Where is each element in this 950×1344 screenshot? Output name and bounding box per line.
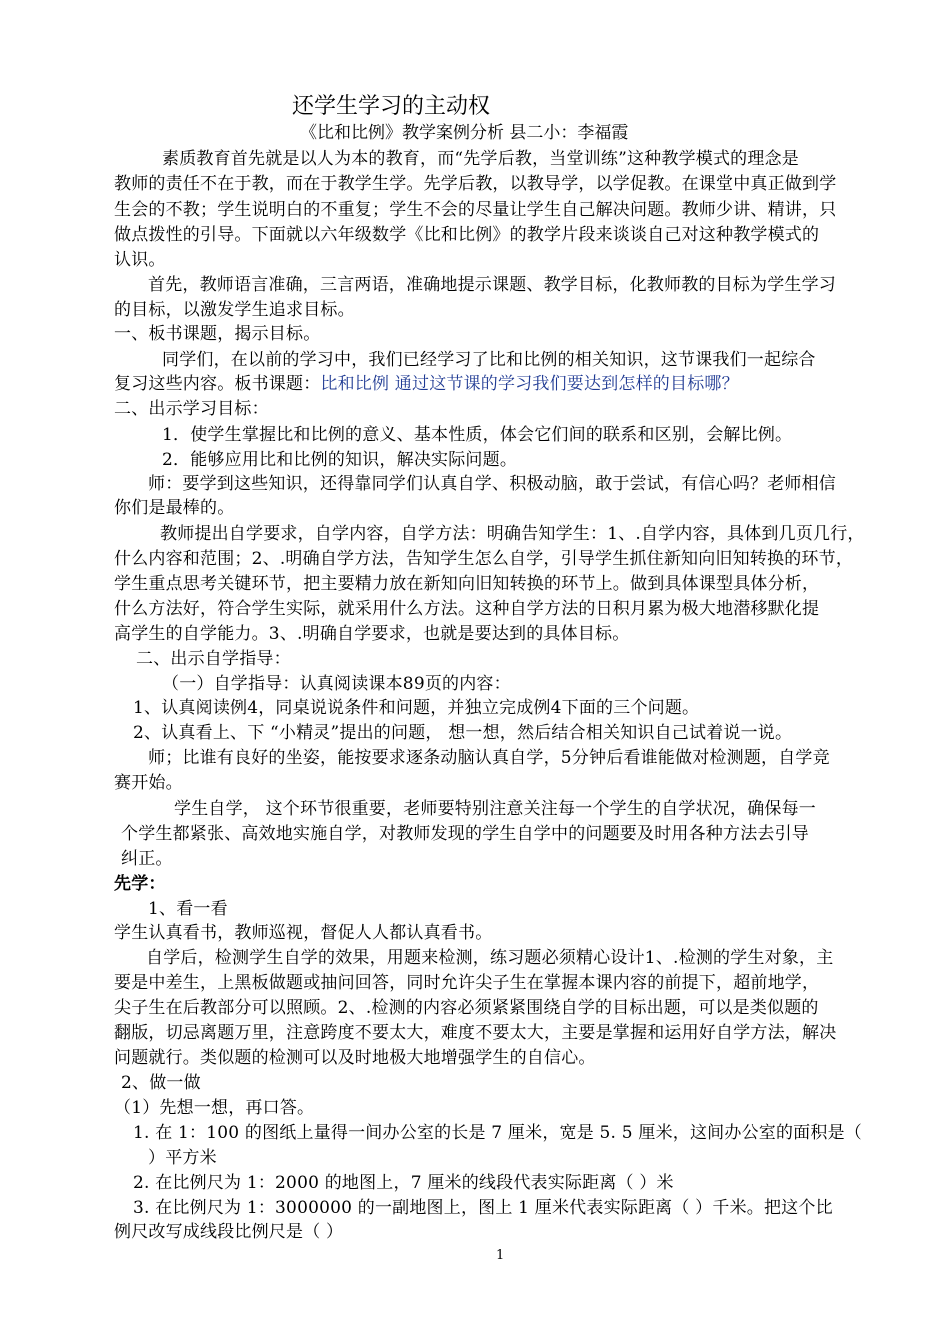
paragraph-line: 做点拨性的引导。下面就以六年级数学《比和比例》的教学片段来谈谈自己对这种教学模式的: [114, 225, 820, 245]
paragraph-line: 师；比谁有良好的坐姿，能按要求逐条动脑认真自学，5分钟后看谁能做对检测题，自学竞: [148, 748, 830, 768]
page-number: 1: [496, 1248, 505, 1263]
paragraph-line: 高学生的自学能力。3、.明确自学要求，也就是要达到的具体目标。: [114, 624, 630, 644]
section-heading: 2、做一做: [121, 1073, 201, 1093]
paragraph-line: 什么内容和范围；2、.明确自学方法，告知学生怎么自学，引导学生抓住新知向旧知转换的环节，: [114, 549, 854, 569]
list-item: 2、认真看上、下 “小精灵”提出的问题， 想一想，然后结合相关知识自己试着说一说。: [133, 723, 793, 743]
section-heading: 一、板书课题，揭示目标。: [114, 324, 321, 344]
document-title: 还学生学习的主动权: [292, 94, 491, 119]
paragraph-line: 生会的不教；学生说明白的不重复；学生不会的尽量让学生自己解决问题。教师少讲、精讲，只: [114, 200, 837, 220]
paragraph-line: 同学们，在以前的学习中，我们已经学习了比和比例的相关知识，这节课我们一起综合: [162, 350, 816, 370]
list-item: 1、认真阅读例4，同桌说说条件和问题，并独立完成例4下面的三个问题。: [133, 698, 700, 718]
section-heading: 二、出示学习目标：: [114, 399, 269, 419]
exercise-item: 2. 在比例尺为 1：2000 的地图上，7 厘米的线段代表实际距离（ ）米: [133, 1173, 674, 1193]
paragraph-line: 的目标，以激发学生追求目标。: [114, 300, 355, 320]
paragraph-line: 问题就行。类似题的检测可以及时地极大地增强学生的自信心。: [114, 1048, 596, 1068]
paragraph-line: 赛开始。: [114, 773, 183, 793]
paragraph-line: [114, 372, 739, 396]
list-item: 1、看一看: [148, 899, 228, 919]
list-item: 1．使学生掌握比和比例的意义、基本性质，体会它们间的联系和区别，会解比例。: [162, 425, 793, 445]
paragraph-line: 什么方法好，符合学生实际，就采用什么方法。这种自学方法的日积月累为极大地潜移默化提: [114, 599, 820, 619]
exercise-item: 例尺改写成线段比例尺是（ ）: [114, 1222, 344, 1242]
paragraph-line: 教师提出自学要求，自学内容，自学方法：明确告知学生：1、.自学内容，具体到几页几行，: [160, 524, 865, 544]
paragraph-line: 学生重点思考关键环节，把主要精力放在新知向旧知转换的环节上。做到具体课型具体分析，: [114, 574, 820, 594]
line-text: 复习这些内容。板书课题：: [114, 374, 321, 394]
paragraph-line: 纠正。: [121, 849, 173, 869]
paragraph-line: 自学后，检测学生自学的效果，用题来检测，练习题必须精心设计1、.检测的学生对象，主: [146, 948, 834, 968]
section-heading: 先学：: [114, 874, 166, 894]
exercise-item: 1. 在 1：100 的图纸上量得一间办公室的长是 7 厘米，宽是 5. 5 厘米，这间办公室的面积是（: [133, 1123, 862, 1143]
paragraph-line: 学生自学， 这个环节很重要，老师要特别注意关注每一个学生的自学状况，确保每一: [174, 799, 817, 819]
paragraph-line: 要是中差生，上黑板做题或抽问回答，同时允许尖子生在掌握本课内容的前提下，超前地学，: [114, 973, 820, 993]
paragraph-line: 首先，教师语言准确，三言两语，准确地提示课题、教学目标，化教师教的目标为学生学习: [148, 275, 836, 295]
paragraph-line: 认识。: [114, 250, 166, 270]
paragraph-line: 教师的责任不在于教，而在于教学生学。先学后教，以教导学，以学促教。在课堂中真正做到学: [114, 174, 837, 194]
exercise-item: ）平方米: [148, 1148, 217, 1168]
paragraph-line: 师：要学到这些知识，还得靠同学们认真自学、积极动脑，敢于尝试，有信心吗？老师相信: [148, 474, 836, 494]
paragraph-line: 尖子生在后教部分可以照顾。2、.检测的内容必须紧紧围绕自学的目标出题，可以是类似题的: [114, 998, 819, 1018]
paragraph-line: （1）先想一想，再口答。: [114, 1098, 315, 1118]
paragraph-line: 翻版，切忌离题万里，注意跨度不要太大，难度不要太大，主要是掌握和运用好自学方法，解决: [114, 1023, 837, 1043]
paragraph-line: 素质教育首先就是以人为本的教育，而“先学后教，当堂训练”这种教学模式的理念是: [162, 149, 799, 169]
paragraph-line: 你们是最棒的。: [114, 498, 235, 518]
paragraph-line: （一）自学指导：认真阅读课本89页的内容：: [162, 674, 511, 694]
paragraph-line: 学生认真看书，教师巡视，督促人人都认真看书。: [114, 923, 493, 943]
highlighted-text: 比和比例 通过这节课的学习我们要达到怎样的目标哪？: [320, 374, 739, 394]
paragraph-line: 个学生都紧张、高效地实施自学，对教师发现的学生自学中的问题要及时用各种方法去引导: [121, 824, 809, 844]
exercise-item: 3. 在比例尺为 1：3000000 的一副地图上，图上 1 厘米代表实际距离（ ）千米。把这个比: [133, 1198, 833, 1218]
document-subtitle: 《比和比例》教学案例分析 县二小：李福霞: [300, 123, 629, 143]
section-heading: 二、出示自学指导：: [136, 649, 291, 669]
list-item: 2．能够应用比和比例的知识，解决实际问题。: [162, 450, 518, 470]
